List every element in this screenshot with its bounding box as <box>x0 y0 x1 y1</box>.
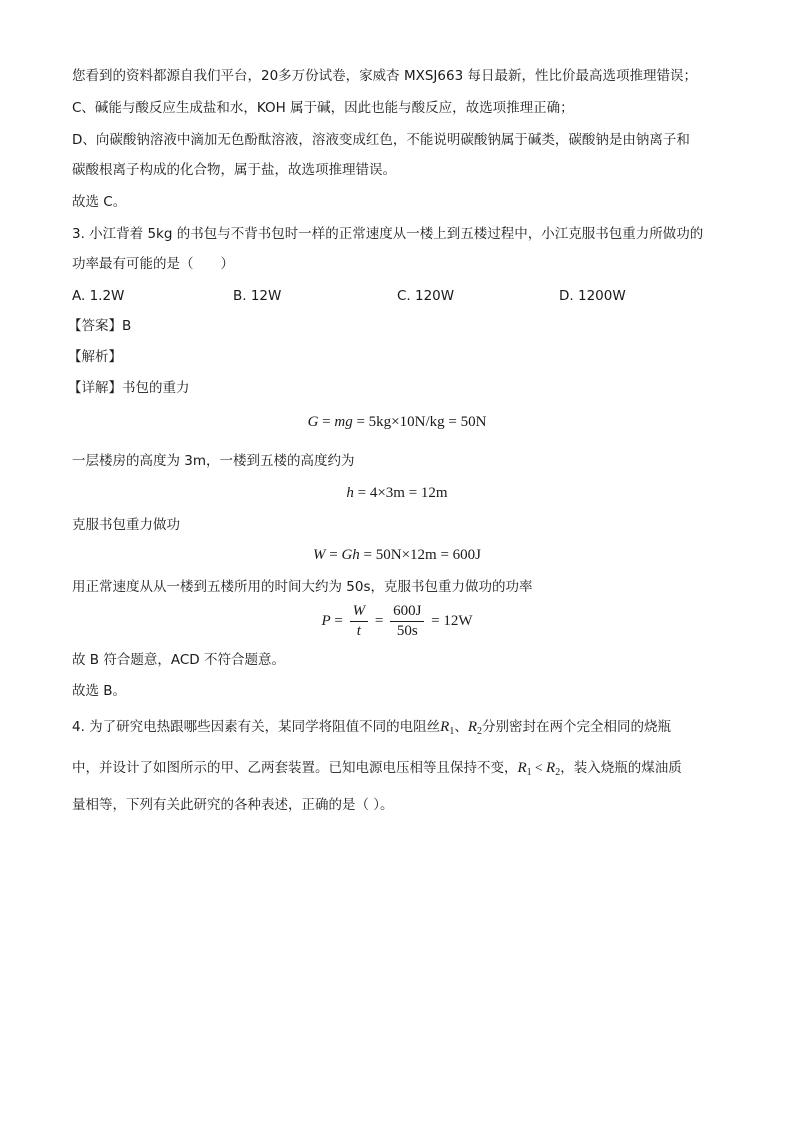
text-line-option-d-continued: 碳酸根离子构成的化合物，属于盐，故选项推理错误。 <box>72 162 396 178</box>
resistor-r1 <box>440 719 454 735</box>
resistor-subscript: 1 <box>449 726 455 737</box>
resistor-symbol: R <box>440 719 450 735</box>
q4-text: 4. 为了研究电热跟哪些因素有关，某同学将阻值不同的电阻丝 <box>72 719 441 735</box>
text-line-option-c-explanation: C、碱能与酸反应生成盐和水，KOH 属于碱，因此也能与酸反应，故选项推理正确； <box>72 100 574 116</box>
fraction-600j-over-50s <box>390 602 424 641</box>
option-c: C. 120W <box>397 288 455 304</box>
fraction-numerator: 600J <box>390 602 424 622</box>
resistor-r2 <box>468 719 482 735</box>
eq-text: = <box>330 612 347 629</box>
equation-height <box>0 483 794 503</box>
equation-work <box>0 545 794 565</box>
resistor-r2 <box>546 760 560 776</box>
question-4-stem <box>72 717 671 742</box>
question-3-stem: 3. 小江背着 5kg 的书包与不背书包时一样的正常速度从一楼上到五楼过程中，小江克服书包重力所做功的 <box>72 226 704 242</box>
resistor-subscript: 2 <box>477 726 483 737</box>
text-line-floor-height: 一层楼房的高度为 3m，一楼到五楼的高度约为 <box>72 453 355 469</box>
eq-symbol: h <box>352 547 360 563</box>
q4-text: 中，并设计了如图所示的甲、乙两套装置。已知电源电压相等且保持不变， <box>72 760 518 776</box>
text-line-choice-c: 故选 C。 <box>72 194 127 210</box>
question-4-stem-end: 量相等，下列有关此研究的各种表述，正确的是（ ）。 <box>72 797 394 813</box>
eq-symbol: P <box>321 612 331 629</box>
eq-text: = <box>318 414 335 430</box>
fraction-denominator: 50s <box>396 623 418 639</box>
q4-text: 、 <box>454 719 468 735</box>
resistor-symbol: R <box>546 760 556 776</box>
q4-text: ，装入烧瓶的煤油质 <box>560 760 682 776</box>
answer-label: 【答案】B <box>68 318 132 334</box>
equation-power <box>0 602 794 641</box>
eq-text: = 12W <box>427 612 473 629</box>
eq-text: = 5kg×10N/kg = 50N <box>352 414 487 430</box>
text-line-choice-b: 故选 B。 <box>72 683 127 699</box>
equation-gravity <box>0 412 794 432</box>
eq-symbol: g <box>345 414 353 430</box>
fraction-denominator: t <box>356 623 361 639</box>
detail-label: 【详解】书包的重力 <box>68 380 190 396</box>
eq-symbol: m <box>334 414 346 430</box>
eq-text: = <box>325 547 342 563</box>
question-3-stem-continued: 功率最有可能的是（ ） <box>72 256 234 272</box>
q4-text: 分别密封在两个完全相同的烧瓶 <box>482 719 672 735</box>
text-line-time: 用正常速度从从一楼到五楼所用的时间大约为 50s，克服书包重力做功的功率 <box>72 579 533 595</box>
option-a: A. 1.2W <box>72 288 125 304</box>
text-line-work: 克服书包重力做功 <box>72 517 180 533</box>
eq-text: = <box>371 612 388 629</box>
eq-symbol: G <box>307 414 319 430</box>
fraction-w-over-t <box>350 602 369 641</box>
resistor-symbol: R <box>467 719 478 735</box>
fraction-numerator: W <box>350 602 369 622</box>
resistor-subscript: 2 <box>555 767 561 778</box>
inequality-sign: < <box>531 760 547 775</box>
text-line-watermark: 您看到的资料都源自我们平台，20多万份试卷，家威杏 MXSJ663 每日最新，性比价最高选项推理错误； <box>72 68 697 84</box>
resistor-symbol: R <box>517 760 527 776</box>
option-b: B. 12W <box>233 288 282 304</box>
eq-symbol: h <box>346 485 354 501</box>
analysis-label: 【解析】 <box>68 349 122 365</box>
question-4-stem-continued <box>72 758 682 783</box>
eq-text: = 50N×12m = 600J <box>359 547 482 563</box>
eq-text: = 4×3m = 12m <box>353 485 448 501</box>
resistor-subscript: 1 <box>526 767 532 778</box>
option-d: D. 1200W <box>559 288 626 304</box>
text-line-conclusion: 故 B 符合题意，ACD 不符合题意。 <box>72 652 285 668</box>
eq-symbol: W <box>312 547 326 563</box>
eq-symbol: G <box>341 547 353 563</box>
resistor-r1 <box>518 760 532 776</box>
text-line-option-d-explanation: D、向碳酸钠溶液中滴加无色酚酞溶液，溶液变成红色，不能说明碳酸钠属于碱类，碳酸钠是由钠离子和 <box>72 132 690 148</box>
